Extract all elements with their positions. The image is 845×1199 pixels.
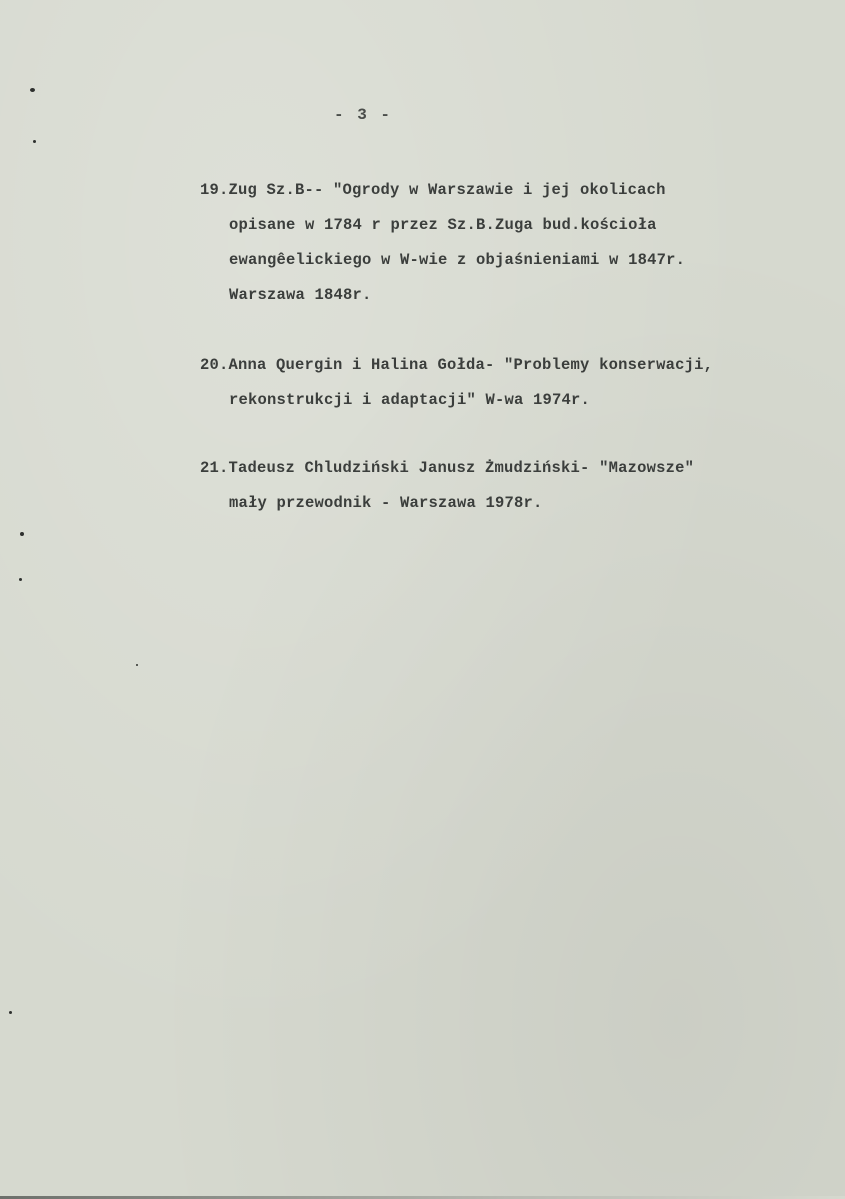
entry-line: 19.Zug Sz.B-- "Ogrody w Warszawie i jej okolicach <box>200 181 666 199</box>
scan-speck <box>20 532 24 536</box>
entry-line: Warszawa 1848r. <box>229 286 372 304</box>
entry-line: ewangêelickiego w W-wie z objaśnieniami w 1847r. <box>229 251 686 269</box>
scan-speck <box>33 140 36 143</box>
entry-line: mały przewodnik - Warszawa 1978r. <box>229 494 543 512</box>
page-number: - 3 - <box>334 106 393 124</box>
entry-line: 20.Anna Quergin i Halina Gołda- "Problemy konserwacji, <box>200 356 714 374</box>
entry-line: opisane w 1784 r przez Sz.B.Zuga bud.kościoła <box>229 216 657 234</box>
bibliography-entry-20 <box>200 348 820 418</box>
scan-speck <box>30 88 35 92</box>
scan-speck <box>19 578 22 581</box>
entry-line: rekonstrukcji i adaptacji" W-wa 1974r. <box>229 391 591 409</box>
entry-line: 21.Tadeusz Chludziński Janusz Żmudziński- "Mazowsze" <box>200 459 695 477</box>
bibliography-entry-21 <box>200 451 820 521</box>
scan-speck <box>9 1011 12 1014</box>
scan-speck <box>136 664 138 666</box>
bibliography-entry-19 <box>200 173 820 313</box>
